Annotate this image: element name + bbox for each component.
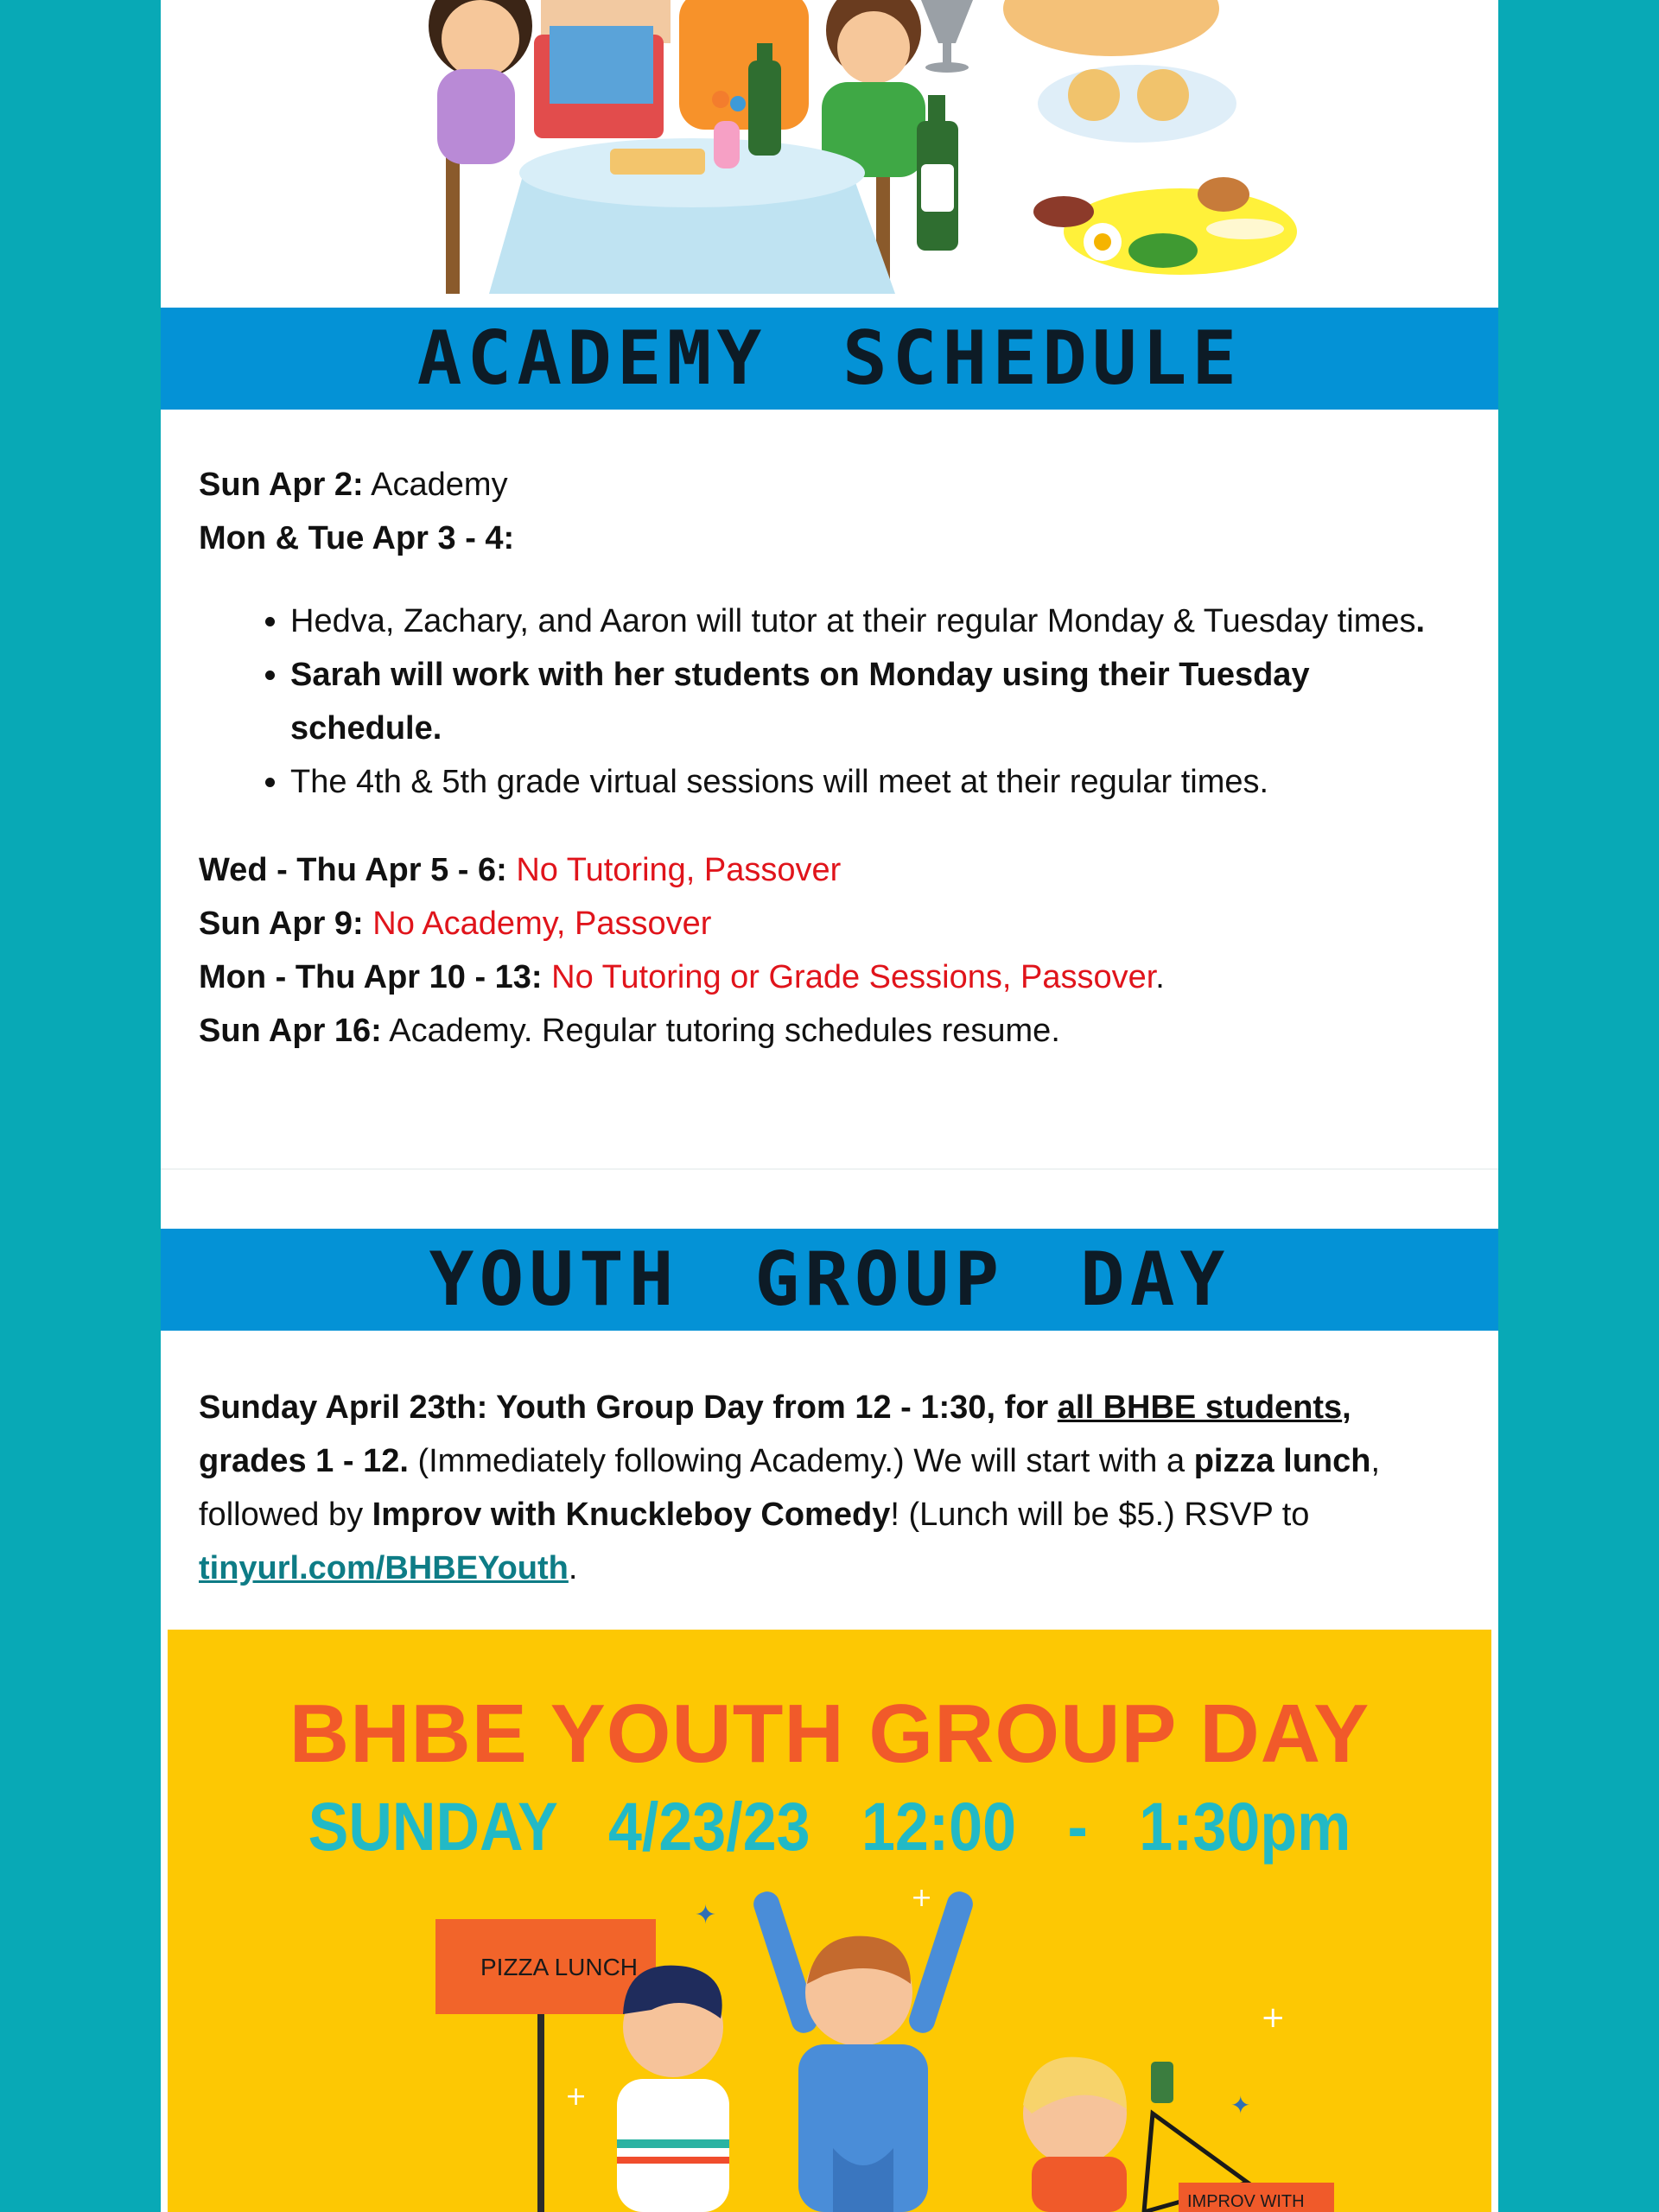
passover-table-image (161, 0, 1498, 308)
schedule-line-apr-10-13: Mon - Thu Apr 10 - 13: No Tutoring or Grade Sessions, Passover. (199, 959, 1165, 995)
schedule-line-apr-16: Sun Apr 16: Academy. Regular tutoring schedules resume. (199, 1013, 1060, 1049)
academy-schedule-banner (161, 308, 1498, 410)
list-item: • Hedva, Zachary, and Aaron will tutor at their regular Monday & Tuesday times. (290, 594, 1460, 648)
youth-group-description: Sunday April 23th: Youth Group Day from 12 - 1:30, for all BHBE students, grades 1 - 12. (Immediately following Academy.) We will start with a pizza lunch, followed by Improv with Knuckleboy Comedy! (Lunch will be $5.) RSVP to tinyurl.com/BHBEYouth. (199, 1389, 1381, 1586)
poster-sign-label: PIZZA LUNCH (480, 1954, 639, 1980)
academy-schedule-section (199, 458, 1460, 1058)
schedule-bullet-list (199, 594, 1460, 809)
schedule-line-apr-2: Sun Apr 2: Academy (199, 467, 508, 503)
youth-group-day-banner (161, 1229, 1498, 1331)
svg-text:+: + (565, 2082, 588, 2112)
list-item: • Sarah will work with her students on Monday using their Tuesday schedule. (290, 648, 1460, 755)
poster-subtitle: SUNDAY 4/23/23 12:00 - 1:30pm (308, 1789, 1351, 1865)
poster-illustration (168, 1630, 1491, 2212)
academy-schedule-title: ACADEMY SCHEDULE (416, 315, 1243, 402)
youth-group-section (199, 1381, 1460, 1595)
rsvp-link[interactable]: tinyurl.com/BHBEYouth (199, 1550, 569, 1586)
youth-group-day-poster (168, 1630, 1491, 2212)
schedule-line-apr-3-4: Mon & Tue Apr 3 - 4: (199, 520, 515, 556)
svg-text:+: + (911, 1883, 933, 1913)
svg-text:✦: ✦ (695, 1900, 717, 1930)
schedule-line-apr-9: Sun Apr 9: No Academy, Passover (199, 906, 712, 942)
svg-text:✦: ✦ (1230, 2091, 1251, 2120)
poster-sign2-label: IMPROV WITH (1187, 2192, 1305, 2211)
schedule-line-apr-5-6: Wed - Thu Apr 5 - 6: No Tutoring, Passover (199, 852, 842, 888)
passover-illustration (161, 0, 1498, 308)
list-item: • The 4th & 5th grade virtual sessions will meet at their regular times. (290, 755, 1460, 809)
email-body (161, 0, 1498, 2212)
poster-title: BHBE YOUTH GROUP DAY (289, 1688, 1370, 1780)
youth-group-day-title: YOUTH GROUP DAY (429, 1236, 1230, 1323)
svg-text:+: + (1261, 2000, 1286, 2035)
section-divider (161, 1168, 1498, 1170)
